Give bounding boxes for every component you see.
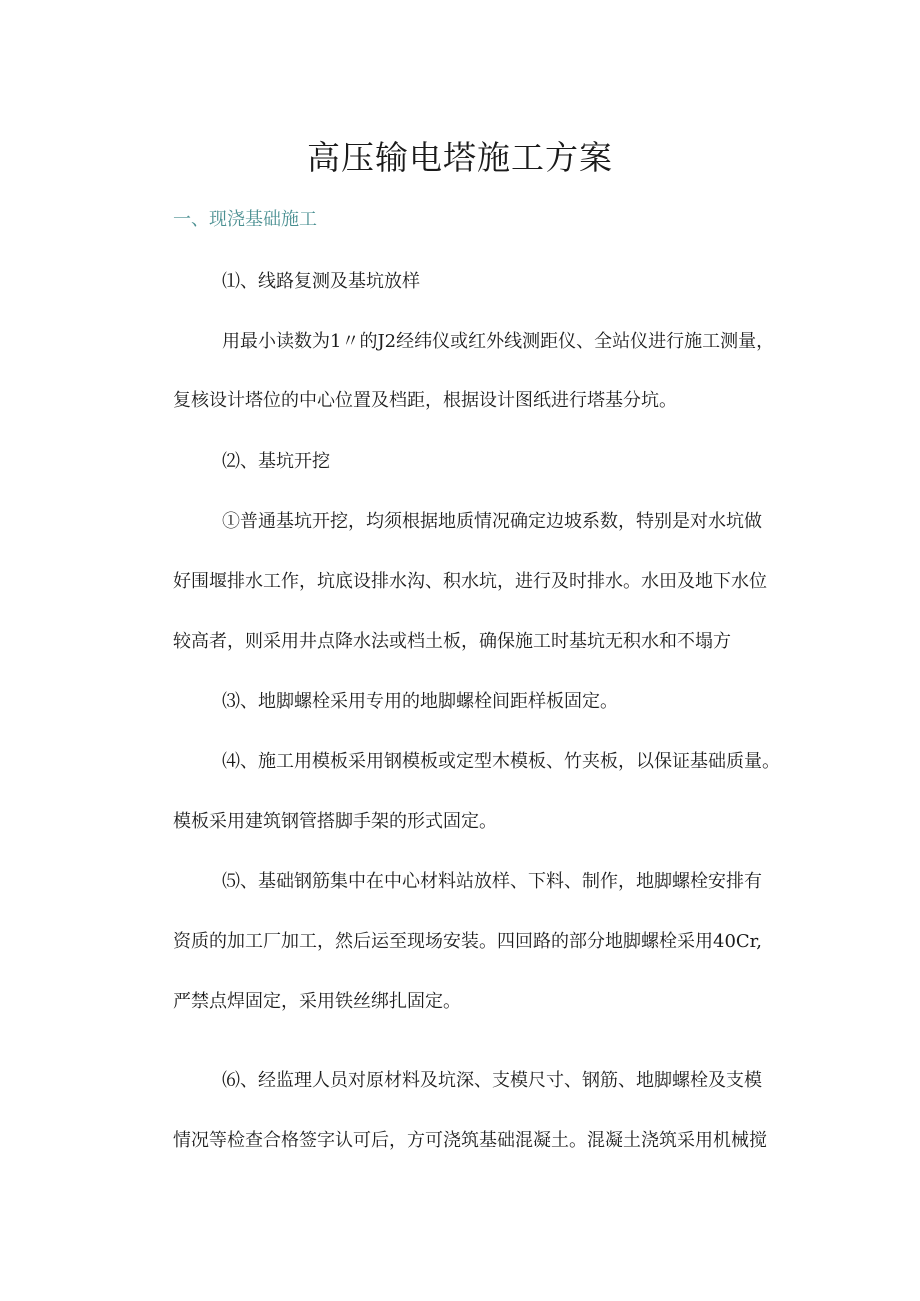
section-heading: 一、现浇基础施工: [173, 209, 317, 230]
paragraph-line: ⑹、经监理人员对原材料及坑深、支模尺寸、钢筋、地脚螺栓及支模: [222, 1070, 762, 1091]
paragraph-line: 复核设计塔位的中心位置及档距，根据设计图纸进行塔基分坑。: [173, 390, 677, 411]
subheading-excavation: ⑵、基坑开挖: [222, 451, 330, 472]
paragraph-line: 较高者，则采用井点降水法或档土板，确保施工时基坑无积水和不塌方: [173, 631, 731, 652]
paragraph-line: ⑷、施工用模板采用钢模板或定型木模板、竹夹板，以保证基础质量。: [222, 751, 780, 772]
paragraph-line: 资质的加工厂加工，然后运至现场安装。四回路的部分地脚螺栓采用40Cr,: [173, 931, 763, 952]
paragraph-line: 模板采用建筑钢管搭脚手架的形式固定。: [173, 811, 497, 832]
paragraph-line: 严禁点焊固定，采用铁丝绑扎固定。: [173, 991, 461, 1012]
paragraph-line: 用最小读数为1〃的J2经纬仪或红外线测距仪、全站仪进行施工测量，: [222, 331, 775, 352]
paragraph-line: 情况等检查合格签字认可后，方可浇筑基础混凝土。混凝土浇筑采用机械搅: [173, 1130, 767, 1151]
subheading-survey: ⑴、线路复测及基坑放样: [222, 271, 420, 292]
paragraph-line: 好围堰排水工作，坑底设排水沟、积水坑，进行及时排水。水田及地下水位: [173, 571, 767, 592]
paragraph-line: ①普通基坑开挖，均须根据地质情况确定边坡系数，特别是对水坑做: [222, 511, 762, 532]
document-title: 高压输电塔施工方案: [307, 138, 613, 177]
paragraph-line: ⑶、地脚螺栓采用专用的地脚螺栓间距样板固定。: [222, 691, 618, 712]
paragraph-line: ⑸、基础钢筋集中在中心材料站放样、下料、制作，地脚螺栓安排有: [222, 871, 762, 892]
